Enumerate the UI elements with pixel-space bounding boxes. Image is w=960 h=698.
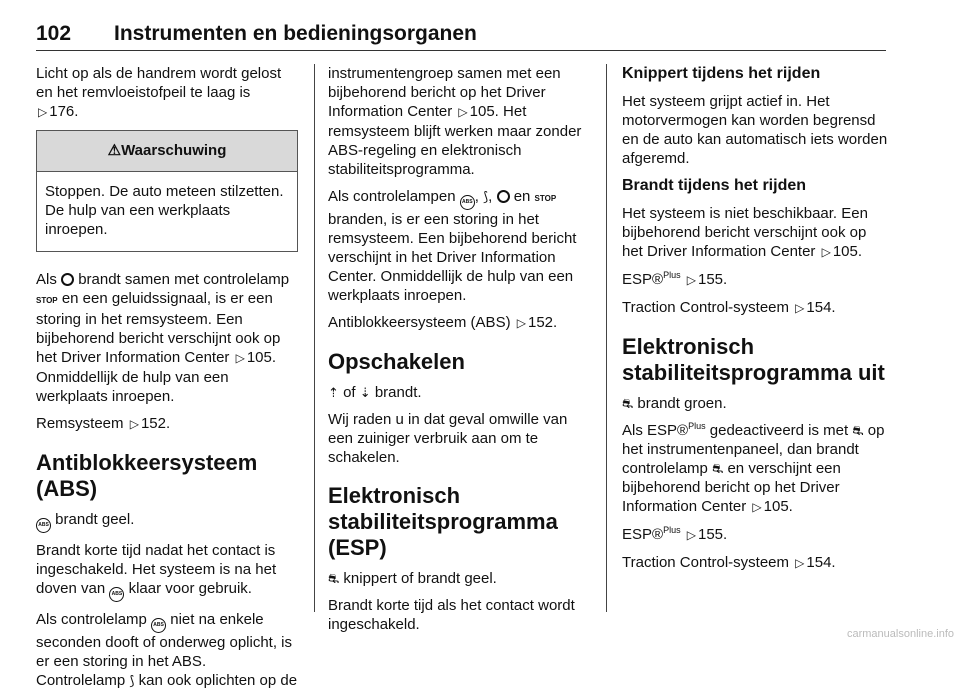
page-ref: 176. (49, 103, 79, 120)
warning-icon: ⚠ (107, 142, 122, 159)
reference-arrow-icon: ▷ (129, 417, 139, 431)
header-rule (36, 50, 886, 51)
esp-icon: ⛐ (328, 571, 340, 586)
reference-arrow-icon: ▷ (458, 105, 468, 119)
reference-arrow-icon: ▷ (795, 301, 805, 315)
section-heading-esp-off: Elektronisch stabiliteitsprogramma uit (622, 334, 885, 385)
shift-up-icon: ⇡ (328, 385, 339, 400)
stop-icon: STOP (534, 194, 557, 203)
wrench-icon: ⟆ (483, 189, 489, 204)
page-header (36, 22, 886, 50)
paragraph: Als brandt samen met controlelamp STOP en een geluidssignaal, is er een storing in het remsysteem. Een bijbehorend bericht verschijnt ook op het Driver Information Center ▷ 105. Onmiddellijk de hulp van een werkplaats inroepen. (36, 271, 290, 405)
page-title: Instrumenten en bedieningsorganen (114, 22, 477, 45)
paragraph: Traction Control-systeem ▷ 154. (622, 554, 836, 571)
paragraph: Het systeem grijpt actief in. Het motorvermogen kan worden begrensd en de auto kan automatisch iets worden afgeremd. (622, 93, 888, 167)
column-divider (314, 64, 315, 612)
paragraph: Licht op als de handrem wordt gelost en het remvloeistofpeil te laag is ▷ 176. (36, 65, 282, 120)
warning-text: Stoppen. De auto meteen stilzetten. De hulp van een werkplaats inroepen. (45, 183, 284, 238)
esp-off-icon: ⛐ (852, 423, 864, 438)
paragraph: instrumentengroep samen met een bijbehorend bericht op het Driver Information Center ▷ 105. Het remsysteem blijft werken maar zonder ABS-regeling en elektronisch stabiliteitsprogramma. (328, 65, 582, 178)
paragraph: ESP®$^{Plus}$ ▷ 155. (622, 525, 728, 543)
warning-title: Waarschuwing (121, 142, 227, 159)
column-1 (36, 64, 298, 698)
subheading-blinking: Knippert tijdens het rijden (622, 65, 821, 82)
paragraph: Wij raden u in dat geval omwille van een zuiniger verbruik aan om te schakelen. (328, 411, 568, 466)
section-heading-esp: Elektronisch stabiliteitsprogramma (ESP) (328, 483, 558, 560)
section-heading-shift: Opschakelen (328, 349, 465, 374)
section-heading-abs: Antiblokkeersysteem (ABS) (36, 450, 258, 501)
brake-warning-icon (61, 273, 74, 286)
warning-header (37, 131, 297, 172)
abs-icon: ABS (109, 587, 124, 602)
abs-icon: ABS (36, 518, 51, 533)
reference-arrow-icon: ▷ (686, 273, 696, 287)
paragraph: Als ESP®$^{Plus}$ gedeactiveerd is met ⛐ op het instrumentenpaneel, dan brandt controlelamp ⛐ en verschijnt een bijbehorend bericht op het Driver Information Center ▷ 105. (622, 421, 885, 515)
warning-box (36, 130, 298, 252)
paragraph: Remsysteem ▷ 152. (36, 415, 171, 432)
wrench-icon: ⟆ (129, 673, 135, 688)
shift-down-icon: ⇣ (359, 385, 371, 400)
column-3 (622, 64, 888, 581)
column-2 (328, 64, 590, 642)
paragraph: ⛐ knippert of brandt geel. (328, 570, 497, 587)
paragraph: Traction Control-systeem ▷ 154. (622, 299, 836, 316)
reference-arrow-icon: ▷ (516, 316, 526, 330)
esp-off-icon: ⛐ (622, 396, 634, 411)
paragraph: ⇡ of ⇣ brandt. (328, 384, 422, 401)
paragraph: Als controlelamp ABS niet na enkele seconden dooft of onderweg oplicht, is er een storing in het ABS. Controlelamp ⟆ kan ook oplichten op de (36, 611, 298, 689)
paragraph: ⛐ brandt groen. (622, 395, 727, 412)
paragraph: ESP®$^{Plus}$ ▷ 155. (622, 270, 728, 288)
abs-icon: ABS (151, 618, 166, 633)
reference-arrow-icon: ▷ (795, 556, 805, 570)
paragraph: Het systeem is niet beschikbaar. Een bijbehorend bericht verschijnt ook op het Driver Information Center ▷ 105. (622, 205, 868, 260)
reference-arrow-icon: ▷ (821, 245, 831, 259)
column-divider (606, 64, 607, 612)
abs-icon: ABS (460, 195, 475, 210)
watermark: carmanualsonline.info (846, 628, 954, 640)
paragraph: Antiblokkeersysteem (ABS) ▷ 152. (328, 314, 558, 331)
brake-warning-icon (497, 190, 510, 203)
paragraph: Brandt korte tijd als het contact wordt ingeschakeld. (328, 597, 575, 633)
paragraph: Als controlelampen ABS , ⟆, en STOP branden, is er een storing in het remsysteem. Een bijbehorend bericht verschijnt in het Driver Information Center. Onmiddellijk de hulp van een werkplaats inroepen. (328, 188, 577, 304)
paragraph: Brandt korte tijd nadat het contact is ingeschakeld. Het systeem is na het doven van ABS klaar voor gebruik. (36, 541, 298, 602)
reference-arrow-icon: ▷ (38, 105, 48, 119)
reference-arrow-icon: ▷ (752, 500, 762, 514)
esp-off-icon: ⛐ (712, 461, 724, 476)
paragraph: ABS brandt geel. (36, 510, 298, 533)
page-number: 102 (36, 22, 72, 45)
subheading-lit: Brandt tijdens het rijden (622, 177, 807, 194)
reference-arrow-icon: ▷ (235, 351, 245, 365)
reference-arrow-icon: ▷ (686, 528, 696, 542)
stop-icon: STOP (36, 296, 58, 305)
